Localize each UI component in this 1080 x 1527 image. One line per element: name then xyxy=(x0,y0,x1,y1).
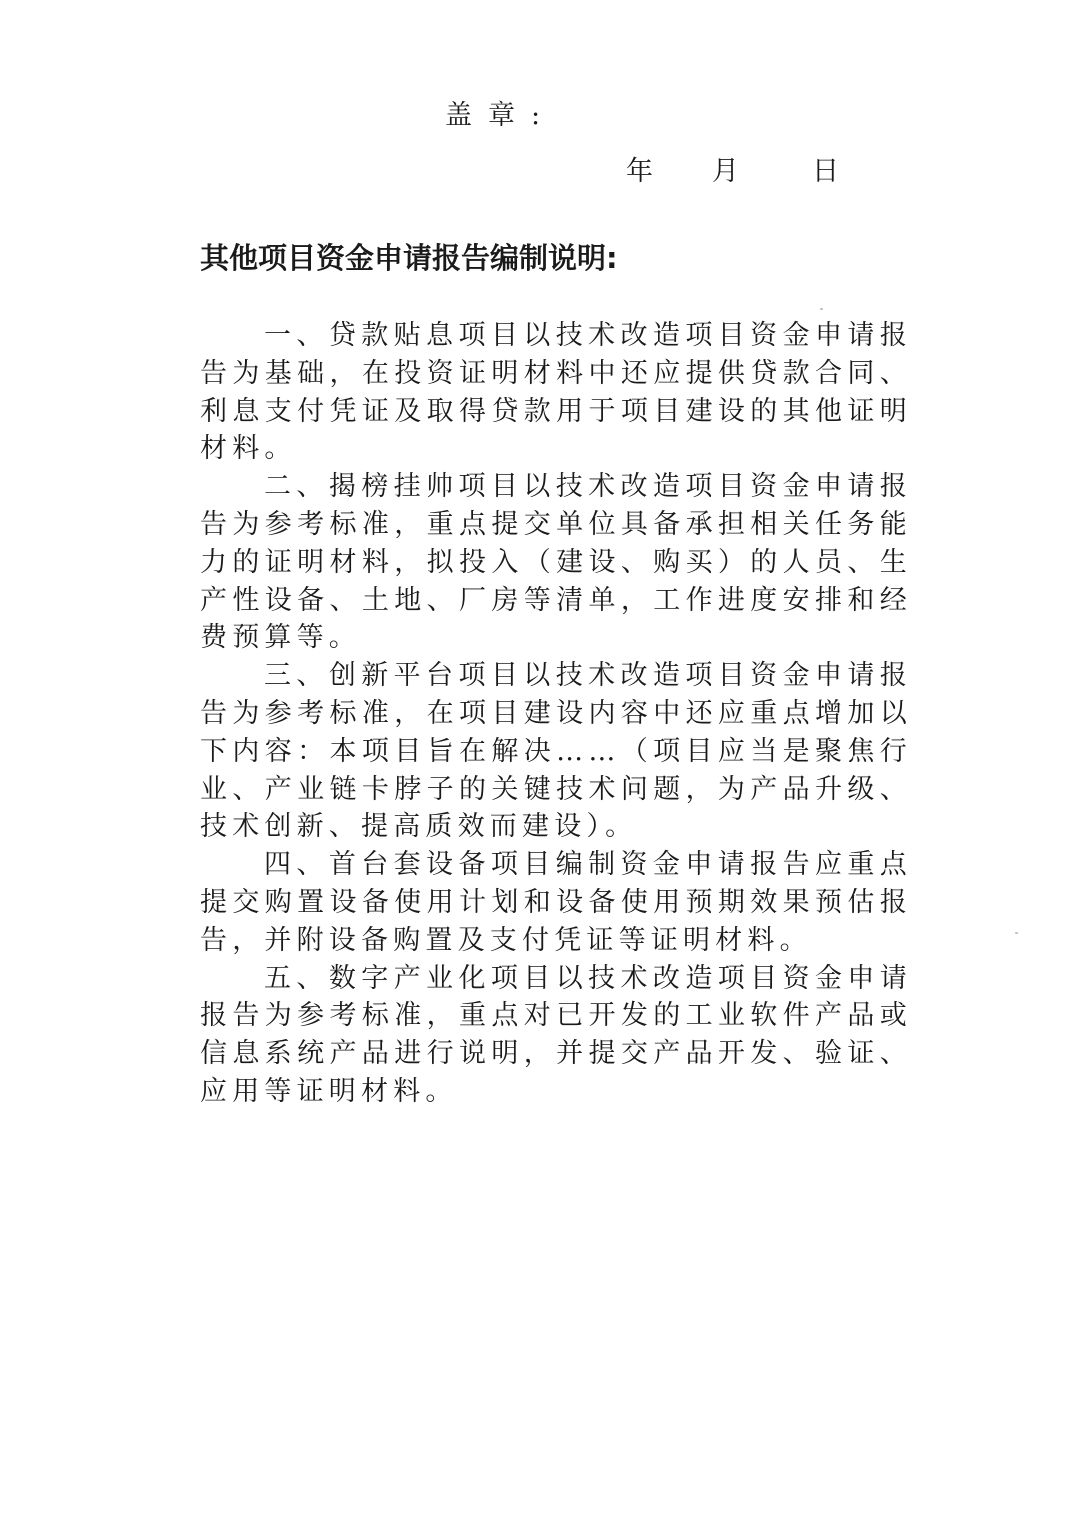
date-year: 年 xyxy=(626,156,653,187)
body-text xyxy=(200,317,912,1111)
seal-label: 盖章: xyxy=(445,100,557,131)
section-title: 其他项目资金申请报告编制说明: xyxy=(200,241,618,275)
date-month: 月 xyxy=(712,156,739,187)
paragraph-1: 一、贷款贴息项目以技术改造项目资金申请报告为基础，在投资证明材料中还应提供贷款合同、利息支付凭证及取得贷款用于项目建设的其他证明材料。 xyxy=(200,320,912,465)
paragraph-5: 五、数字产业化项目以技术改造项目资金申请报告为参考标准，重点对已开发的工业软件产品或信息系统产品进行说明，并提交产品开发、验证、应用等证明材料。 xyxy=(200,962,912,1107)
paragraph-4: 四、首台套设备项目编制资金申请报告应重点提交购置设备使用计划和设备使用预期效果预估报告，并附设备购置及支付凭证等证明材料。 xyxy=(200,849,912,956)
date-line xyxy=(626,152,839,192)
date-day: 日 xyxy=(812,156,839,187)
scan-speck xyxy=(1015,932,1018,934)
paragraph-3: 三、创新平台项目以技术改造项目资金申请报告为参考标准，在项目建设内容中还应重点增加以下内容：本项目旨在解决……（项目应当是聚焦行业、产业链卡脖子的关键技术问题，为产品升级、技术创新、提高质效而建设）。 xyxy=(200,660,912,843)
scan-speck xyxy=(820,308,823,310)
paragraph-2: 二、揭榜挂帅项目以技术改造项目资金申请报告为参考标准，重点提交单位具备承担相关任务能力的证明材料，拟投入（建设、购买）的人员、生产性设备、土地、厂房等清单，工作进度安排和经费预算等。 xyxy=(200,471,912,654)
